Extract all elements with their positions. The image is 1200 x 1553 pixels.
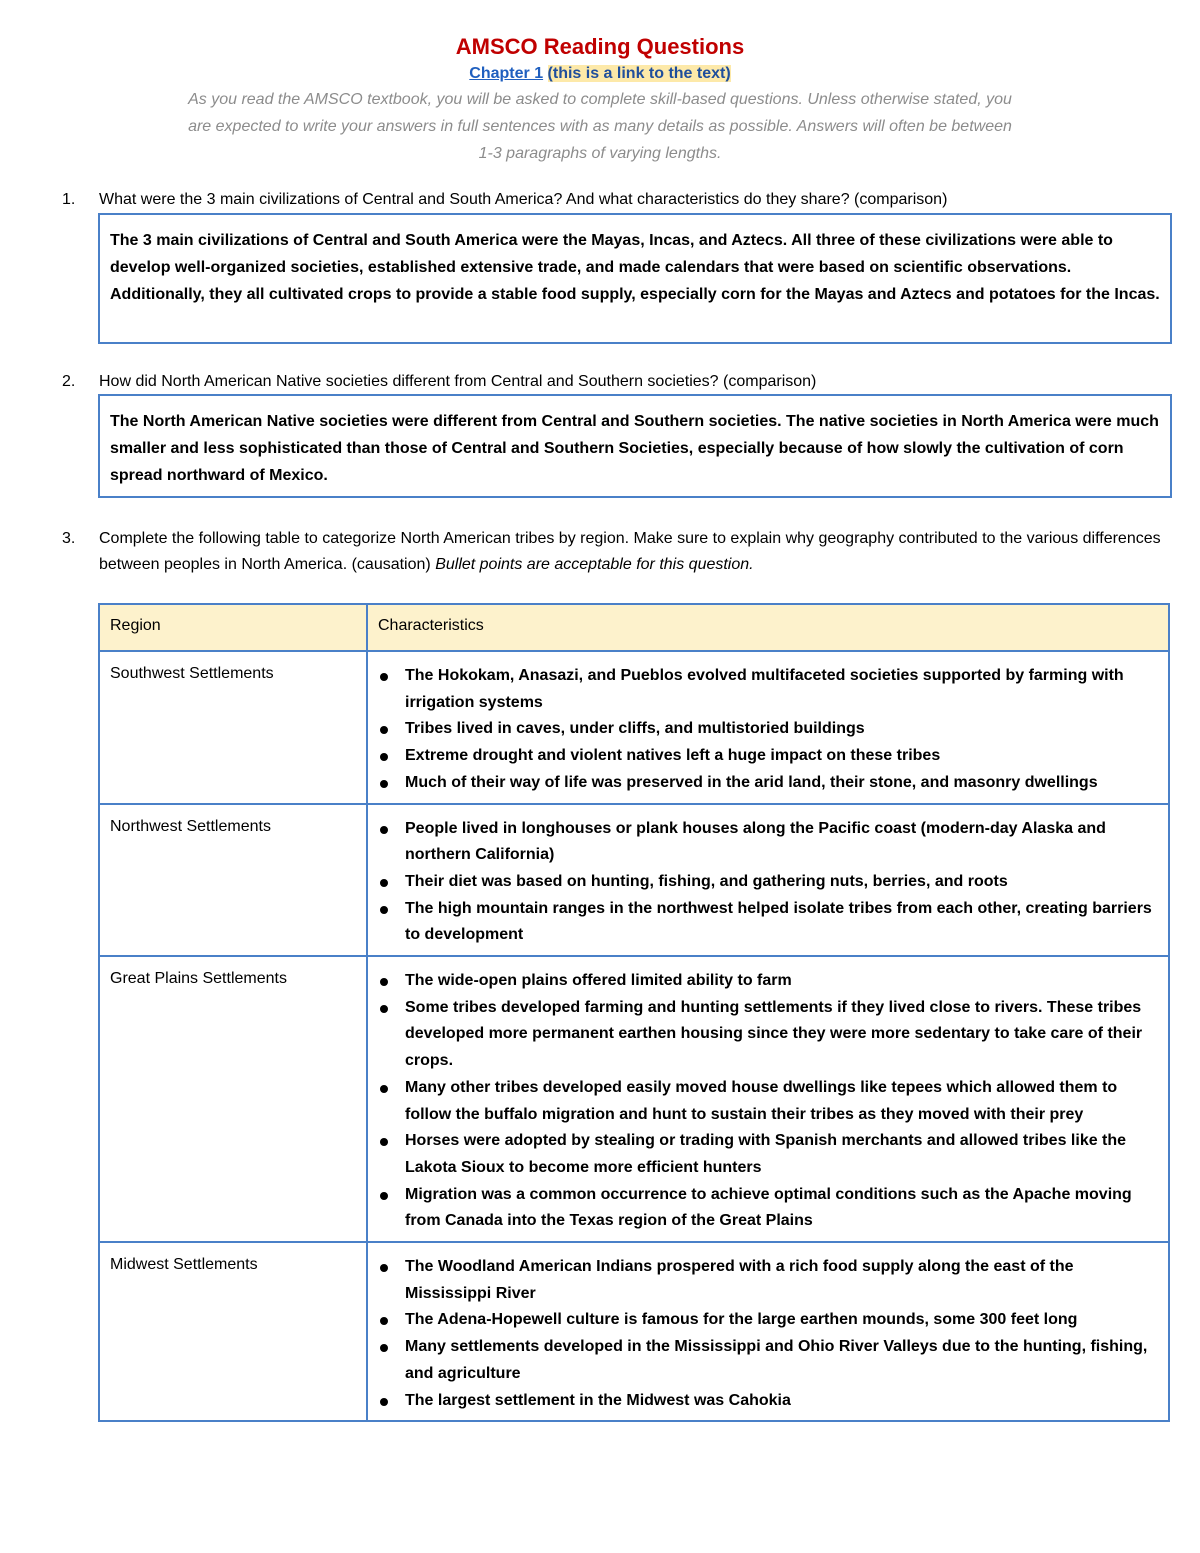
question-text: What were the 3 main civilizations of Central and South America? And what characteristics do they share? (comparison) xyxy=(99,191,948,208)
question-text-main: Complete the following table to categorize North American tribes by region. Make sure to explain why geography contributed to the various differences between peoples in North America. (causation) xyxy=(99,530,1161,573)
bullet-list xyxy=(378,1254,1158,1414)
list-item: Some tribes developed farming and hunting settlements if they lived close to rivers. These tribes developed more permanent earthen housing since they were more sedentary to take care of their crops. xyxy=(378,995,1158,1075)
header-region: Region xyxy=(99,604,367,651)
list-item: Many other tribes developed easily moved house dwellings like tepees which allowed them to follow the buffalo migration and hunt to sustain their tribes as they moved with their prey xyxy=(378,1075,1158,1128)
region-cell: Great Plains Settlements xyxy=(99,956,367,1242)
table-header-row xyxy=(99,604,1169,651)
answer-box-2[interactable] xyxy=(98,394,1172,498)
chapter-line xyxy=(0,62,1200,86)
answer-box-1[interactable] xyxy=(98,213,1172,344)
table-row xyxy=(99,956,1169,1242)
list-item: Much of their way of life was preserved in the arid land, their stone, and masonry dwellings xyxy=(378,770,1158,797)
list-item: Their diet was based on hunting, fishing, and gathering nuts, berries, and roots xyxy=(378,869,1158,896)
answer-text: The 3 main civilizations of Central and South America were the Mayas, Incas, and Aztecs. All three of these civilizations were able to develop well-organized societies, established extensive trade, and made calendars that were based on scientific observations. Additionally, they all cultivated crops to provide a stable food supply, especially corn for the Mayas and Aztecs and potatoes for the Incas. xyxy=(110,232,1160,303)
list-item: Migration was a common occurrence to achieve optimal conditions such as the Apache moving from Canada into the Texas region of the Great Plains xyxy=(378,1182,1158,1235)
question-number: 2. xyxy=(62,373,76,390)
table-row xyxy=(99,651,1169,804)
list-item: The Hokokam, Anasazi, and Pueblos evolved multifaceted societies supported by farming with irrigation systems xyxy=(378,663,1158,716)
list-item: The wide-open plains offered limited ability to farm xyxy=(378,968,1158,995)
chapter-link-note: (this is a link to the text) xyxy=(547,65,731,82)
characteristics-cell[interactable] xyxy=(367,956,1169,1242)
region-cell: Midwest Settlements xyxy=(99,1242,367,1421)
table-row xyxy=(99,1242,1169,1421)
question-1 xyxy=(62,187,1162,213)
bullet-list xyxy=(378,968,1158,1235)
regions-table xyxy=(98,603,1170,1422)
characteristics-cell[interactable] xyxy=(367,651,1169,804)
question-number: 1. xyxy=(62,191,76,208)
question-text xyxy=(99,526,1162,578)
list-item: Horses were adopted by stealing or trading with Spanish merchants and allowed tribes like the Lakota Sioux to become more efficient hunters xyxy=(378,1128,1158,1181)
list-item: Many settlements developed in the Mississippi and Ohio River Valleys due to the hunting, fishing, and agriculture xyxy=(378,1334,1158,1387)
bullet-list xyxy=(378,663,1158,797)
region-cell: Southwest Settlements xyxy=(99,651,367,804)
header-characteristics: Characteristics xyxy=(367,604,1169,651)
question-3 xyxy=(62,526,1162,578)
list-item: The Woodland American Indians prospered with a rich food supply along the east of the Mississippi River xyxy=(378,1254,1158,1307)
chapter-link[interactable]: Chapter 1 xyxy=(469,65,544,82)
region-cell: Northwest Settlements xyxy=(99,804,367,957)
characteristics-cell[interactable] xyxy=(367,804,1169,957)
answer-text: The North American Native societies were different from Central and Southern societies. The native societies in North America were much smaller and less sophisticated than those of Central and Southern Societies, especially because of how slowly the cultivation of corn spread northward of Mexico. xyxy=(110,413,1159,484)
page-title: AMSCO Reading Questions xyxy=(455,34,745,59)
list-item: The largest settlement in the Midwest was Cahokia xyxy=(378,1388,1158,1415)
list-item: The Adena-Hopewell culture is famous for the large earthen mounds, some 300 feet long xyxy=(378,1307,1158,1334)
list-item: Tribes lived in caves, under cliffs, and multistoried buildings xyxy=(378,716,1158,743)
question-2 xyxy=(62,369,1162,395)
list-item: The high mountain ranges in the northwest helped isolate tribes from each other, creating barriers to development xyxy=(378,896,1158,949)
list-item: People lived in longhouses or plank houses along the Pacific coast (modern-day Alaska and northern California) xyxy=(378,816,1158,869)
bullet-list xyxy=(378,816,1158,950)
intro-instructions: As you read the AMSCO textbook, you will be asked to complete skill-based questions. Unless otherwise stated, you are expected to write your answers in full sentences with as many details as possible. Answers will often be between 1-3 paragraphs of varying lengths. xyxy=(188,91,1012,162)
question-note: Bullet points are acceptable for this question. xyxy=(435,556,754,573)
table-row xyxy=(99,804,1169,957)
question-text: How did North American Native societies different from Central and Southern societies? (comparison) xyxy=(99,373,817,390)
characteristics-cell[interactable] xyxy=(367,1242,1169,1421)
document-header xyxy=(0,32,1200,167)
list-item: Extreme drought and violent natives left a huge impact on these tribes xyxy=(378,743,1158,770)
question-number: 3. xyxy=(62,530,76,547)
